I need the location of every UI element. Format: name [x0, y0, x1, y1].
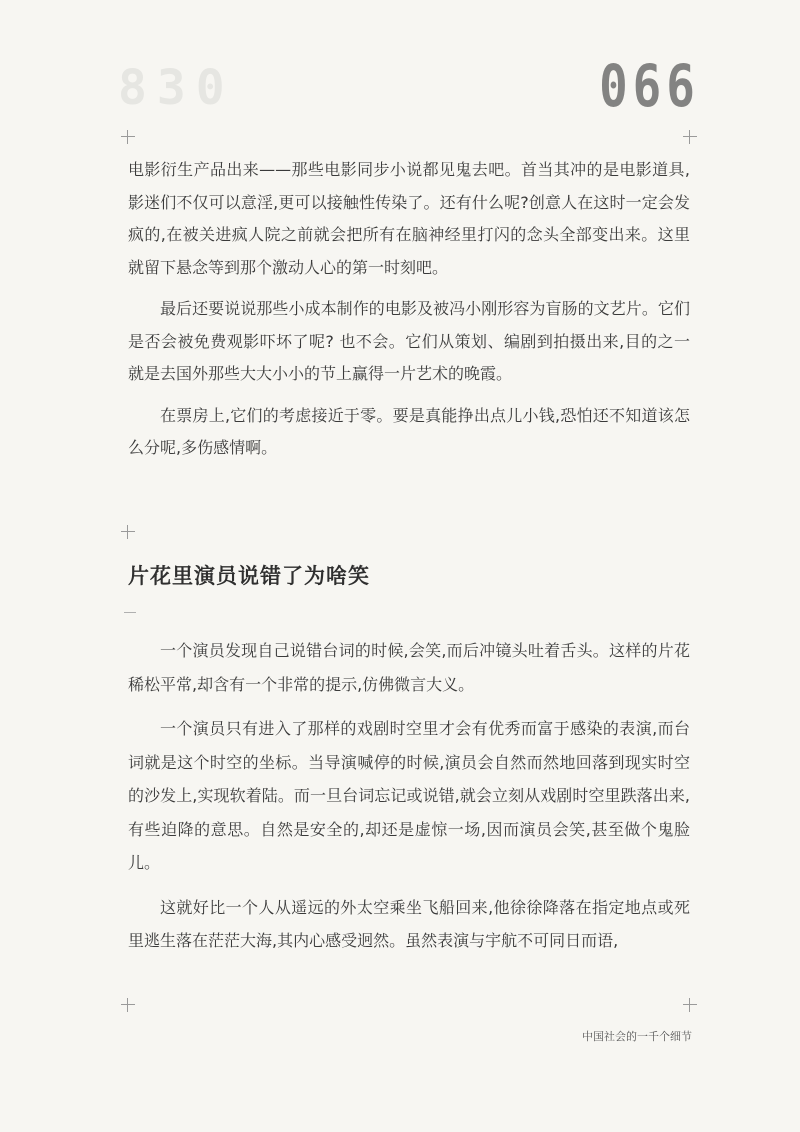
- running-footer: 中国社会的一千个细节: [582, 1030, 692, 1043]
- crop-mark-top-right: [683, 130, 697, 144]
- crop-mark-mid-left: [121, 525, 135, 539]
- paragraph: 最后还要说说那些小成本制作的电影及被冯小刚形容为盲肠的文艺片。它们是否会被免费观影吓坏了呢? 也不会。它们从策划、编剧到拍摄出来,目的之一就是去国外那些大大小小的节上赢得一片艺术的晚霞。: [128, 299, 690, 383]
- rule-mark-heading: [124, 612, 136, 613]
- paragraph: 在票房上,它们的考虑接近于零。要是真能挣出点儿小钱,恐怕还不知道该怎么分呢,多伤感情啊。: [128, 405, 690, 457]
- show-through-page-number: 830: [118, 60, 235, 116]
- crop-mark-top-left: [121, 130, 135, 144]
- paragraph: 电影衍生产品出来——那些电影同步小说都见鬼去吧。首当其冲的是电影道具,影迷们不仅可以意淫,更可以接触性传染了。还有什么呢?创意人在这时一定会发疯的,在被关进疯人院之前就会把所有在脑神经里打闪的念头全部变出来。这里就留下悬念等到那个激动人心的第一时刻吧。: [128, 160, 690, 277]
- body-text-block-2: [128, 634, 690, 969]
- paragraph: 这就好比一个人从遥远的外太空乘坐飞船回来,他徐徐降落在指定地点或死里逃生落在茫茫大海,其内心感受迥然。虽然表演与宇航不可同日而语,: [128, 897, 690, 950]
- crop-mark-bottom-right: [683, 998, 697, 1012]
- paragraph: 一个演员只有进入了那样的戏剧时空里才会有优秀而富于感染的表演,而台词就是这个时空的坐标。当导演喊停的时候,演员会自然而然地回落到现实时空的沙发上,实现软着陆。而一旦台词忘记或说错,就会立刻从戏剧时空里跌落出来,有些迫降的意思。自然是安全的,却还是虚惊一场,因而演员会笑,甚至做个鬼脸儿。: [128, 719, 690, 872]
- page-number: 066: [599, 52, 700, 120]
- body-text-block-1: [128, 154, 690, 474]
- section-heading: 片花里演员说错了为啥笑: [128, 564, 370, 588]
- paragraph: 一个演员发现自己说错台词的时候,会笑,而后冲镜头吐着舌头。这样的片花稀松平常,却含有一个非常的提示,仿佛微言大义。: [128, 641, 690, 694]
- crop-mark-bottom-left: [121, 998, 135, 1012]
